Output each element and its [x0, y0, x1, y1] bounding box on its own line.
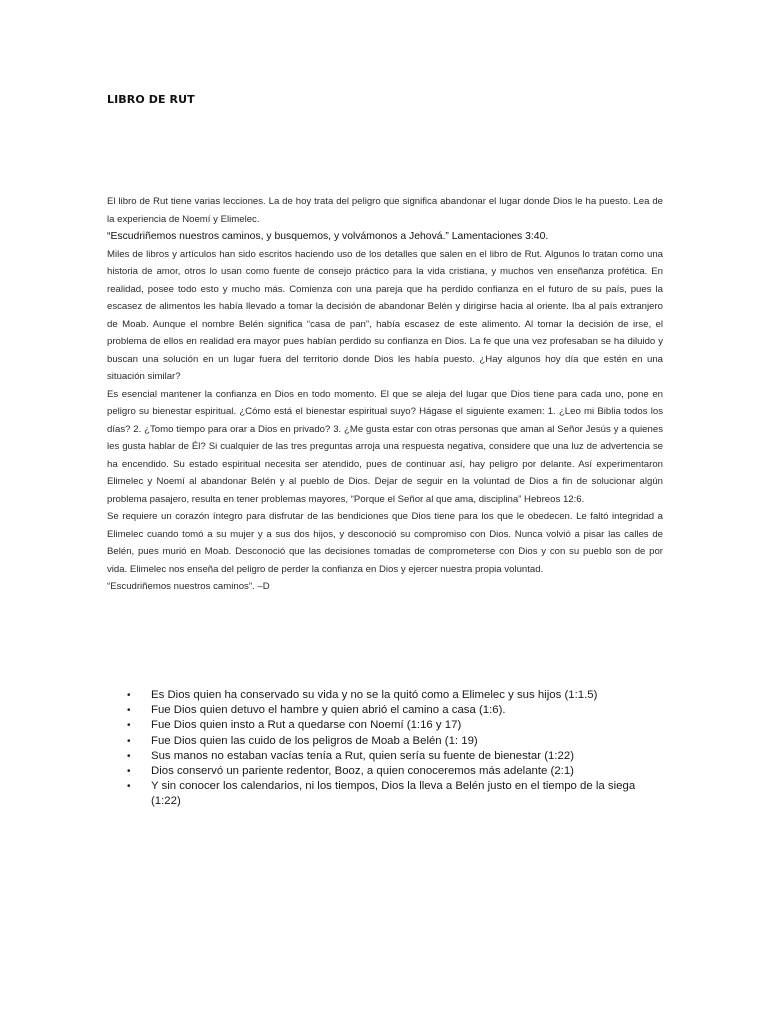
list-item: [127, 764, 663, 779]
paragraph-closing: “Escudriñemos nuestros caminos”. –D: [107, 581, 270, 592]
list-item: [127, 703, 663, 718]
bullet-icon: •: [127, 781, 131, 793]
bullet-icon: •: [127, 720, 131, 732]
list-item: [127, 734, 663, 749]
paragraph-integrity: Se requiere un corazón íntegro para disfrutar de las bendiciones que Dios tiene para los que le obedecen. Le faltó integridad a Elimelec cuando tomó a su mujer y a sus dos hijos, y desconoció su compromiso con Dios. Nunca volvió a pisar las calles de Belén, pues murió en Moab. Desconoció que las decisiones tomadas de comprometerse con Dios y con su pueblo son de por vida. Elimelec nos enseña del peligro de perder la confianza en Dios y ejercer nuestra propia voluntad.: [107, 511, 663, 575]
list-item: [127, 718, 663, 733]
document-body: [107, 193, 663, 596]
list-item: [127, 688, 663, 703]
bullet-icon: •: [127, 766, 131, 778]
bullet-icon: •: [127, 705, 131, 717]
paragraph-history: Miles de libros y artículos han sido escritos haciendo uso de los detalles que salen en el libro de Rut. Algunos lo tratan como una historia de amor, otros lo usan como fuente de consejo práctico para la vida cristiana, y muchos ven enseñanza profética. En realidad, posee todo esto y mucho más. Comienza con una pareja que ha perdido confianza en el futuro de su país, pues la escasez de alimentos les había llevado a tomar la decisión de abandonar Belén y dirigirse hacia al oriente. Iba al país extranjero de Moab. Aunque el nombre Belén significa “casa de pan”, había escasez de este alimento. Al tomar la decisión de irse, el problema de ellos en realidad era mayor pues habían perdido su confianza en Dios. La fe que una vez profesaban se ha diluido y buscan una solución en un lugar fuera del territorio donde Dios les había puesto. ¿Hay algunos hoy día que estén en una situación similar?: [107, 248, 663, 382]
bullet-list: [127, 688, 663, 810]
list-item-text: Sus manos no estaban vacías tenía a Rut, quien sería su fuente de bienestar (1:22): [151, 749, 574, 762]
list-item: [127, 779, 663, 809]
paragraph-quote: “Escudriñemos nuestros caminos, y busquemos, y volvámonos a Jehová.” Lamentaciones 3:40.: [107, 231, 549, 242]
list-item: [127, 749, 663, 764]
list-item-text: Y sin conocer los calendarios, ni los tiempos, Dios la lleva a Belén justo en el tiempo de la siega (1:22): [151, 780, 636, 808]
bullet-icon: •: [127, 735, 131, 747]
list-item-text: Fue Dios quien detuvo el hambre y quien abrió el camino a casa (1:6).: [151, 704, 506, 717]
bullet-icon: •: [127, 750, 131, 762]
list-item-text: Dios conservó un pariente redentor, Booz, a quien conoceremos más adelante (2:1): [151, 765, 574, 778]
list-item-text: Fue Dios quien las cuido de los peligros de Moab a Belén (1: 19): [151, 734, 478, 747]
bullet-icon: •: [127, 690, 131, 701]
paragraph-intro: El libro de Rut tiene varias lecciones. La de hoy trata del peligro que significa abandonar el lugar donde Dios le ha puesto. Lea de la experiencia de Noemí y Elimelec.: [107, 196, 663, 225]
document-title: LIBRO DE RUT: [107, 93, 195, 106]
paragraph-confidence: Es esencial mantener la confianza en Dios en todo momento. El que se aleja del lugar que Dios tiene para cada uno, pone en peligro su bienestar espiritual. ¿Cómo está el bienestar espiritual suyo? Hágase el siguiente examen: 1. ¿Leo mi Biblia todos los días? 2. ¿Tomo tiempo para orar a Dios en privado? 3. ¿Me gusta estar con otras personas que aman al Señor Jesús y a quienes les gusta hablar de Él? Si cualquier de las tres preguntas arroja una respuesta negativa, considere que una luz de advertencia se ha encendido. Su estado espiritual necesita ser atendido, pues de continuar así, hay peligro por delante. Así experimentaron Elimelec y Noemí al abandonar Belén y al pueblo de Dios. Dejar de seguir en la voluntad de Dios a fin de solucionar algún problema pasajero, resulta en tener problemas mayores, “Porque el Señor al que ama, disciplina” Hebreos 12:6.: [107, 388, 663, 505]
list-item-text: Fue Dios quien insto a Rut a quedarse con Noemí (1:16 y 17): [151, 719, 462, 732]
list-item-text: Es Dios quien ha conservado su vida y no se la quitó como a Elimelec y sus hijos (1:1.5): [151, 689, 598, 701]
